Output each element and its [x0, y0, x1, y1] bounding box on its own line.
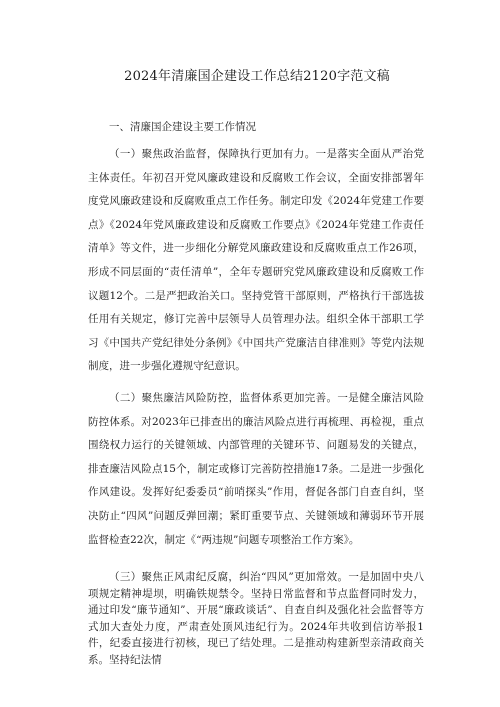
paragraph-political-supervision: （一）聚焦政治监督，保障执行更加有力。一是落实全面从严治党主体责任。年初召开党风廉政建设和反腐败工作会议，全面安排部署年度党风廉政建设和反腐败重点工作任务。制定印发《2024年党建工作要点》《2024年党风廉政建设和反腐败工作要点》《2024年党建工作责任清单》等文件，进一步细化分解党风廉政建设和反腐败重点工作26项，形成不同层面的“责任清单”，全年专题研究党风廉政建设和反腐败工作议题12个。二是严把政治关口。坚持党管干部原则，严格执行干部选拔任用有关规定，修订完善中层领导人员管理办法。组织全体干部职工学习《中国共产党纪律处分条例》《中国共产党廉洁自律准则》等党内法规制度，进一步强化遵规守纪意识。: [88, 148, 424, 373]
paragraph-discipline: （三）聚焦正风肃纪反腐，纠治“四风”更加常效。一是加固中央八项规定精神堤坝，明确铁规禁令。坚持日常监督和节点监督同时发力，通过印发“廉节通知”、开展“廉政谈话”、自查自纠及强化社会监督等方式加大查处力度，严肃查处顶风违纪行为。2024年共收到信访举报1件，纪委直接进行初核，现已了结处理。二是推动构建新型亲清政商关系。坚持纪法情: [88, 571, 424, 666]
document-title: 2024年清廉国企建设工作总结2120字范文稿: [124, 69, 390, 84]
section-heading: 一、清廉国企建设主要工作情况: [109, 121, 256, 133]
paragraph-risk-control: （二）聚焦廉洁风险防控，监督体系更加完善。一是健全廉洁风险防控体系。对2023年已排查出的廉洁风险点进行再梳理、再检视，重点围绕权力运行的关键领域、内部管理的关键环节、问题易发的关键点，排查廉洁风险点15个，制定或修订完善防控措施17条。二是进一步强化作风建设。发挥好纪委委员“前哨探头”作用，督促各部门自查自纠，坚决防止“四风”问题反弹回潮；紧盯重要节点、关键领域和薄弱环节开展监督检查22次，制定《“两违规”问题专项整治工作方案》。: [88, 391, 424, 546]
